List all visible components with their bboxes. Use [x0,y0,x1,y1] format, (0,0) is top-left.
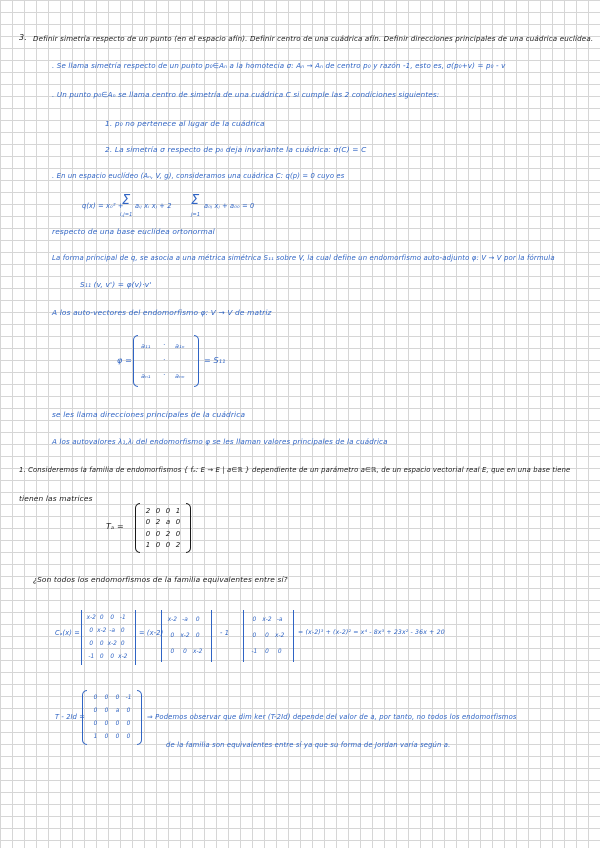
matrix-entry: 0 [99,640,104,647]
matrix-entry: aₙ₁ [141,372,151,380]
matrix-entry: x-2 [193,649,203,655]
q3-number: 3. [19,33,27,42]
matrix-entry: x-2 [262,617,272,623]
matrix-entry: x-2 [107,640,117,647]
q3-metric-formula: S₁₁ (v, v') = φ(v)·v' [80,280,152,289]
det-bar-right [211,610,212,662]
matrix-entry: 0 [165,541,171,550]
q3-condition-1: 1. p₀ no pertenece al lugar de la cuádrica [105,119,265,128]
matrix-entry: aₙₙ [175,372,185,380]
q3-phi-matrix [133,335,199,387]
q3-phi-label: φ = [117,356,132,365]
matrix-entry: · [163,356,166,364]
matrix-entry: 0 [89,640,94,647]
conclusion-line-1: ⇒ Podemos observar que dim ker (T-2Id) depende del valor de a, por tanto, no todos los endomorfismos [147,713,517,721]
matrix-entry: 0 [195,617,200,623]
q3-principal-directions: se les llama direcciones principales de la cuádrica [52,410,246,419]
matrix-entry: 0 [120,640,125,647]
matrix-entry: 0 [93,720,98,727]
matrix-entry: 2 [145,506,151,515]
matrix-entry: 0 [175,518,181,527]
matrix-entry: 0 [115,695,120,702]
matrix-entry: 0 [115,720,120,727]
matrix-entry: 0 [265,633,269,639]
char-poly-label: Cₐ(x) = [55,629,80,637]
det-bar-right [293,610,294,662]
matrix-entry: 0 [115,733,120,740]
t-minus-2id-matrix [82,690,142,745]
matrix-entry: -1 [125,695,132,702]
q3-equation-part-c: a₀ⱼ xⱼ + a₀₀ = 0 [204,202,255,210]
matrix-entry: 0 [277,649,282,655]
matrix-entry: a [165,518,171,527]
q3-equation-part-a: q(x) = x₀² + [82,202,124,210]
matrix-entry: 0 [110,653,115,660]
det-matrix-1 [78,610,136,665]
matrix-entry: 0 [110,615,115,622]
matrix-entry: 0 [145,529,151,538]
matrix-entry: 0 [265,649,269,655]
matrix-entry: -a [109,628,116,635]
matrix-entry: 0 [145,518,151,527]
matrix-entry: -a [276,617,283,623]
q3-equation-part-b: aᵢⱼ xᵢ xⱼ + 2 [135,202,172,210]
matrix-entry: 2 [165,529,171,538]
q3-orthonormal-basis: respecto de una base euclídea ortonormal [52,227,215,236]
matrix-entry: 0 [99,653,104,660]
matrix-entry: -1 [251,649,258,655]
ta-matrix [135,503,191,553]
q3-sum-symbol-2: Σ [191,193,200,208]
matrix-entry: 0 [155,529,161,538]
q3-principal-form: La forma principal de q, se asocia a una métrica simétrica S₁₁ sobre V, la cual define un endomorfismo auto-adjunto φ: V → V por la fórmula [52,254,555,262]
matrix-entry: 0 [104,708,109,715]
q3-sum-symbol-1: Σ [122,193,131,208]
matrix-entry: -1 [119,615,126,622]
matrix-entry: x-2 [118,653,128,660]
matrix-entry: 0 [155,541,161,550]
det-bar-right [135,610,136,665]
matrix-entry: 0 [126,708,131,715]
matrix-entry: 0 [170,649,175,655]
matrix-entry: x-2 [167,617,177,623]
matrix-entry: 0 [170,633,175,639]
q1-statement: 1. Consideremos la familia de endomorfismos { fₐ: E → E | a∈ℝ } dependiente de un parámetro a∈ℝ, de un espacio vectorial real E, que en una base tiene [19,466,571,474]
matrix-entry: 1 [93,733,98,740]
t-minus-2id-label: T - 2Id = [55,713,85,721]
det-matrix-3 [240,610,294,662]
expansion-factor: = (x-2) [139,629,164,637]
matrix-entry: 2 [155,518,161,527]
matrix-entry: · [163,341,166,349]
q3-sum-limit-2: j=1 [191,212,201,218]
q3-condition-2: 2. La simetría σ respecto de p₀ deja invariante la cuádrica: σ(C) = C [105,145,367,154]
matrix-entry: 0 [104,695,109,702]
matrix-entry: -1 [88,653,95,660]
matrix-entry: 0 [252,633,257,639]
matrix-entry: · [163,371,166,379]
matrix-entry: -a [182,617,188,623]
det-matrix-2 [158,610,212,662]
matrix-entry: 0 [89,628,94,635]
q3-definition-center: . Un punto p₀∈Aₙ se llama centro de simetría de una cuádrica C si cumple las 2 condiciones siguientes: [52,90,440,99]
matrix-entry: 0 [104,720,109,727]
matrix-entry: 0 [126,733,131,740]
matrix-entry: 0 [165,506,171,515]
q3-definition-symmetry: . Se llama simetría respecto de un punto p₀∈Aₙ a la homotecia σ: Aₙ → Aₙ de centro p₀ y razón -1, esto es, σ(p₀+v) = p₀ - v [52,61,506,70]
expansion-minus: - 1 [220,629,230,637]
matrix-entry: x-2 [97,628,107,635]
matrix-entry: 0 [252,617,257,623]
matrix-entry: 1 [175,506,181,515]
q3-sum-limit-1: i,j=1 [120,212,133,218]
matrix-entry: 0 [104,733,109,740]
conclusion-line-2: de la familia son equivalentes entre sí ya que su forma de Jordan varía según a. [166,741,451,749]
matrix-entry: a₁₁ [141,342,151,350]
ta-label: Tₐ = [106,522,124,531]
matrix-entry: x-2 [180,633,190,639]
matrix-entry: 0 [99,615,104,622]
matrix-entry: 0 [195,633,200,639]
matrix-entry: 0 [183,649,187,655]
q1-question: ¿Son todos los endomorfismos de la familia equivalentes entre sí? [33,575,288,584]
matrix-entry: x-2 [86,615,96,622]
char-poly-result: = (x-2)³ + (x-2)² = x⁴ - 8x³ + 23x² - 36x + 20 [298,629,445,636]
q1-statement-cont: tienen las matrices [19,494,93,503]
matrix-entry: 0 [126,720,131,727]
q3-s11-label: = S₁₁ [204,356,226,365]
q3-principal-values: A los autovalores λ₁,λᵢ del endomorfismo φ se les llaman valores principales de la cuádrica [52,437,388,446]
matrix-entry: 2 [175,541,181,550]
q3-title: Definir simetría respecto de un punto (en el espacio afín). Definir centro de una cuádrica afín. Definir direcciones principales de una cuádrica euclídea. [33,34,594,43]
matrix-entry: 0 [155,506,161,515]
q3-euclidean-space: . En un espacio euclídeo (Aₙ, V, g), consideramos una cuádrica C: q(p) = 0 cuyo es [52,172,345,180]
matrix-entry: x-2 [275,633,285,639]
matrix-entry: 0 [175,529,181,538]
q3-eigenvectors-text: A los auto-vectores del endomorfismo φ: V → V de matriz [52,308,272,317]
matrix-entry: a [115,708,120,715]
matrix-entry: 0 [93,695,98,702]
matrix-entry: a₁ₙ [175,342,185,350]
matrix-entry: 0 [93,708,98,715]
matrix-entry: 1 [145,541,151,550]
matrix-entry: 0 [120,628,125,635]
